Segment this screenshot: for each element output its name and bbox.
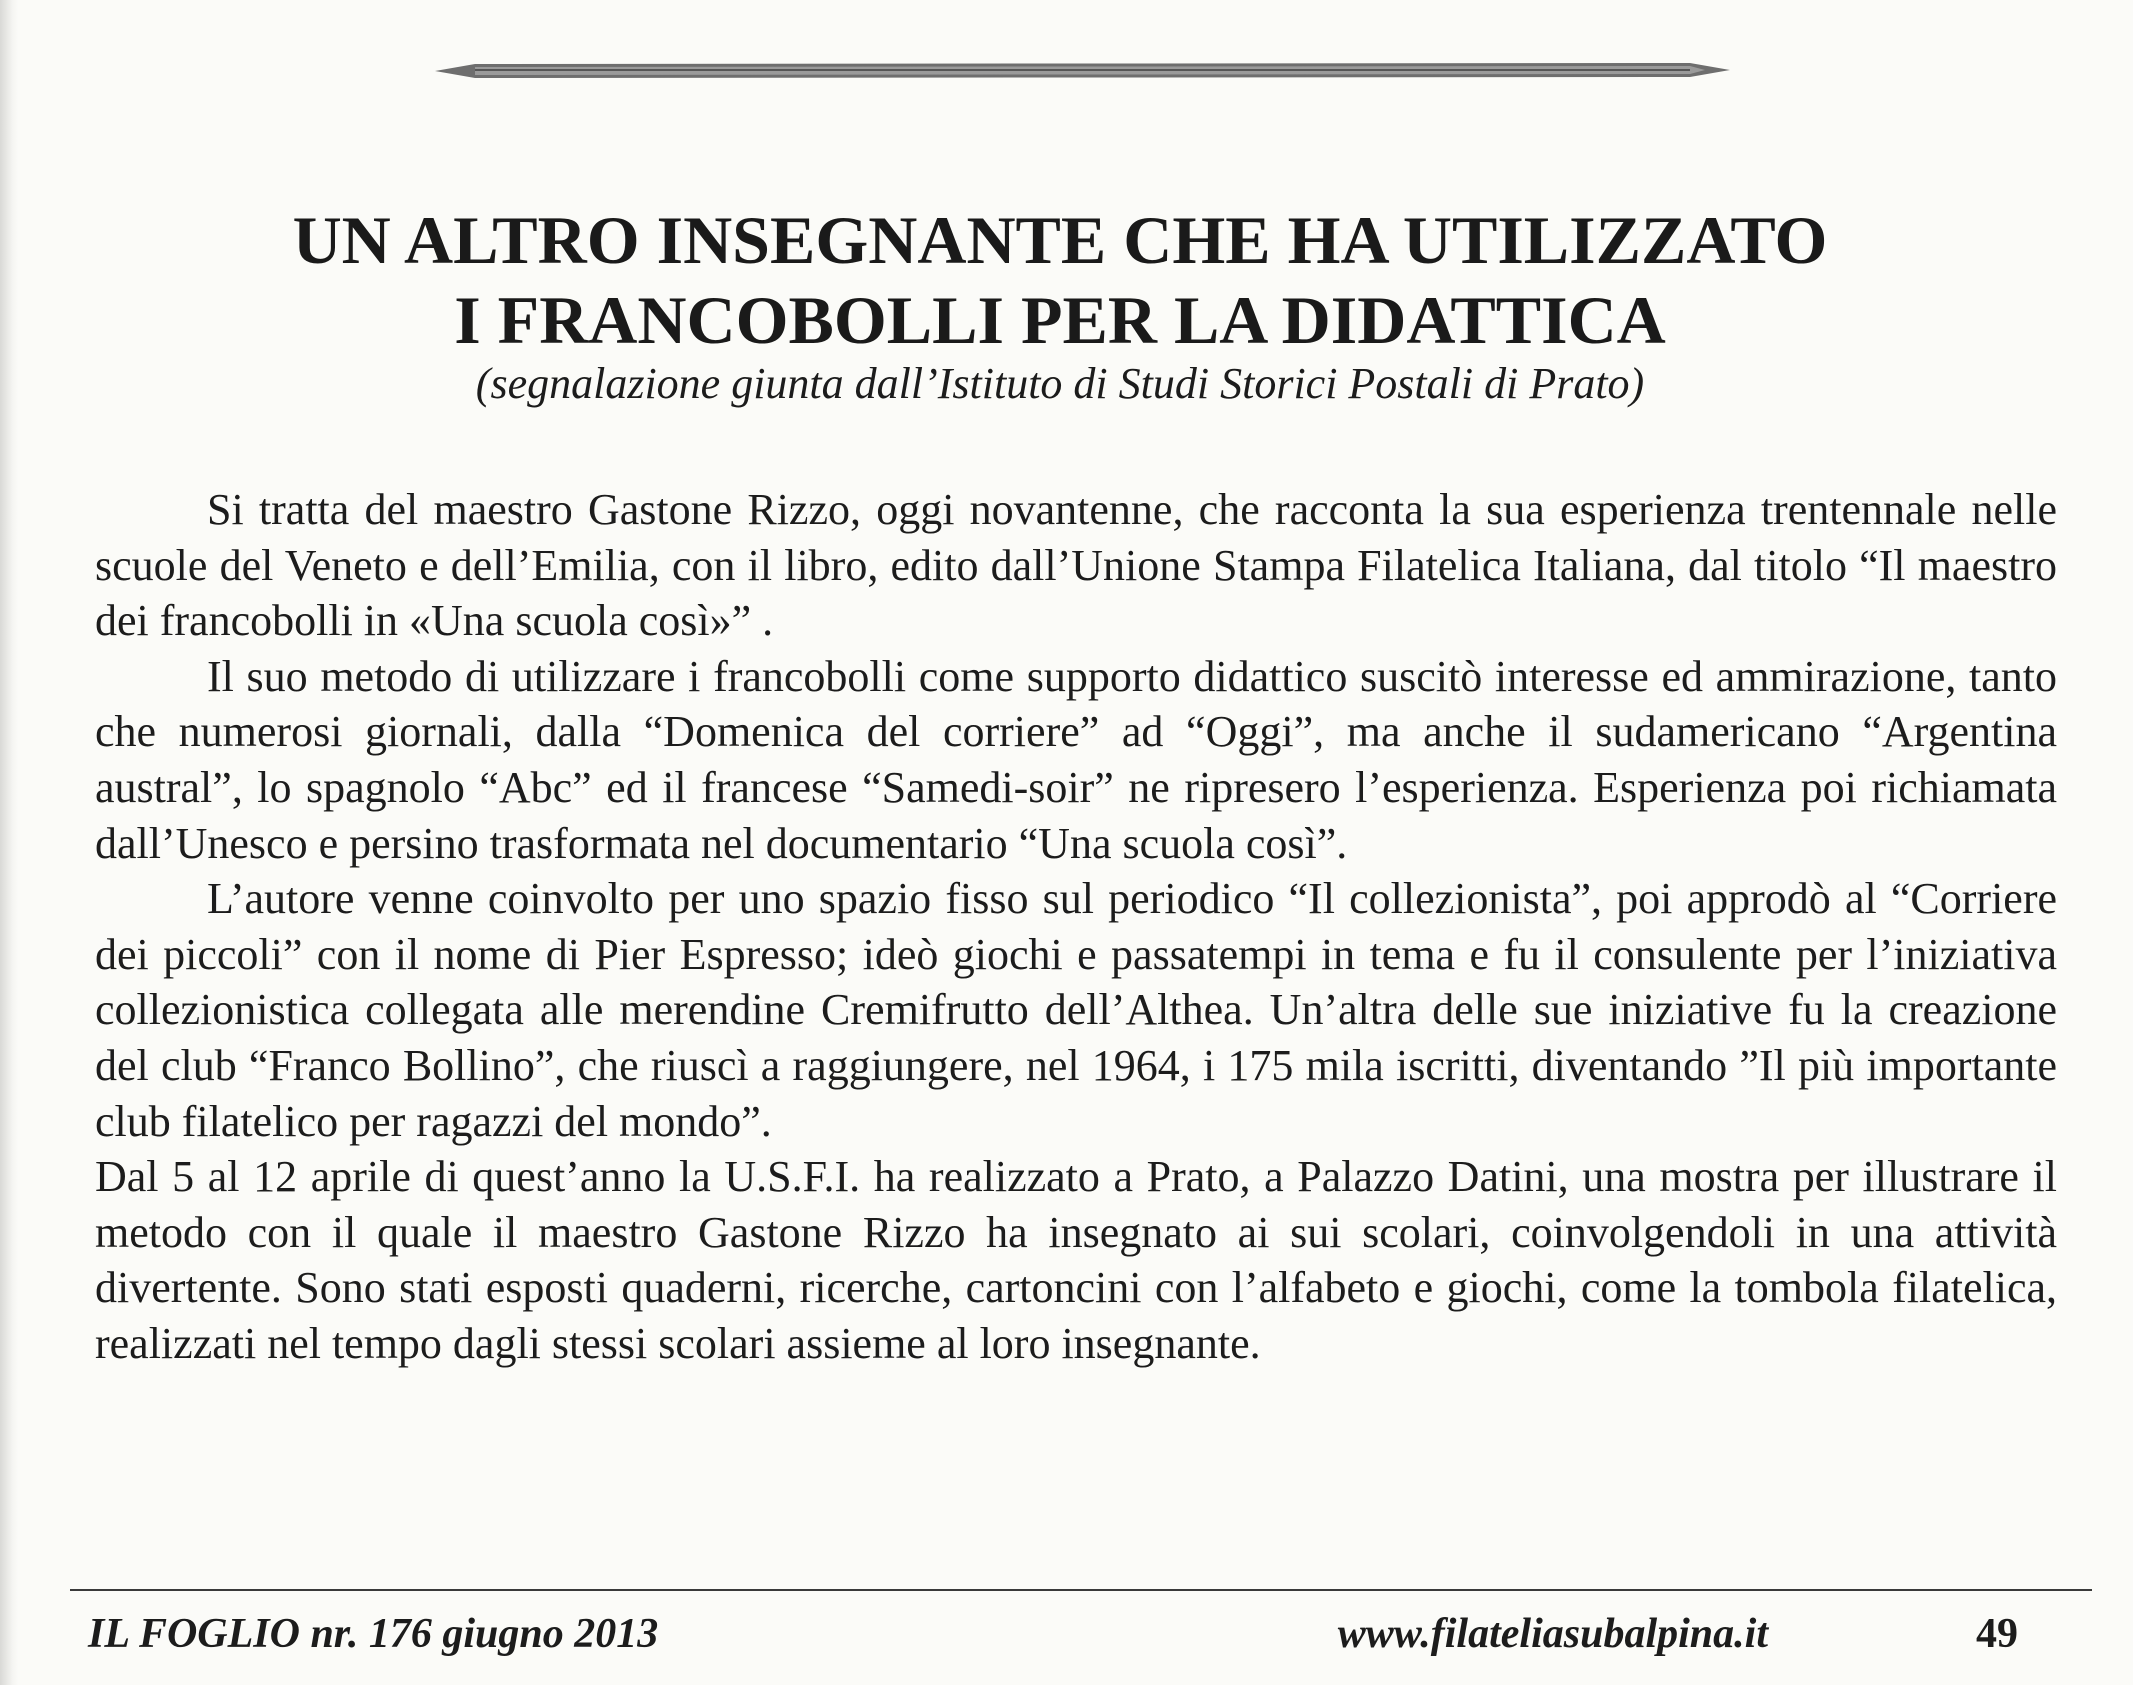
footer-rule [70,1589,2092,1591]
page-edge-shadow [0,0,18,1685]
article-title [140,200,1980,360]
page-footer [88,1604,2018,1664]
title-line-1: UN ALTRO INSEGNANTE CHE HA UTILIZZATO [292,202,1828,278]
paragraph-1: Si tratta del maestro Gastone Rizzo, oggi novantenne, che racconta la sua esperienza trentennale nelle scuole del Veneto e dell’Emilia, con il libro, edito dall’Unione Stampa Filatelica Italiana, dal titolo “Il maestro dei francobolli in «Una scuola così»” . [95,485,2057,646]
title-line-2: I FRANCOBOLLI PER LA DIDATTICA [454,282,1666,358]
paragraph-4: Dal 5 al 12 aprile di quest’anno la U.S.F.I. ha realizzato a Prato, a Palazzo Datini, una mostra per illustrare il metodo con il quale il maestro Gastone Rizzo ha insegnato ai sui scolari, coinvolgendoli in una attività divertente. Sono stati esposti quaderni, ricerche, cartoncini con l’alfabeto e giochi, come la tombola filatelica, realizzati nel tempo dagli stessi scolari assieme al loro insegnante. [95,1152,2057,1368]
decorative-top-rule [435,58,1730,82]
publication-info: IL FOGLIO nr. 176 giugno 2013 [88,1611,659,1657]
website-link[interactable]: www.filateliasubalpina.it [1337,1611,1768,1657]
page-number: 49 [1976,1611,2018,1657]
article-subtitle: (segnalazione giunta dall’Istituto di Studi Storici Postali di Prato) [475,359,1645,408]
article-body [95,482,2057,1372]
paragraph-2: Il suo metodo di utilizzare i francobolli come supporto didattico suscitò interesse ed ammirazione, tanto che numerosi giornali, dalla “Domenica del corriere” ad “Oggi”, ma anche il sudamericano “Argentina austral”, lo spagnolo “Abc” ed il francese “Samedi-soir” ne ripresero l’esperienza. Esperienza poi richiamata dall’Unesco e persino trasformata nel documentario “Una scuola così”. [95,651,2057,868]
paragraph-3: L’autore venne coinvolto per uno spazio fisso sul periodico “Il collezionista”, poi approdò al “Corriere dei piccoli” con il nome di Pier Espresso; ideò giochi e passatempi in tema e fu il consulente per l’iniziativa collezionistica collegata alle merendine Cremifrutto dell’Althea. Un’altra delle sue iniziative fu la creazione del club “Franco Bollino”, che riuscì a raggiungere, nel 1964, i 175 mila iscritti, diventando ”Il più importante club filatelico per ragazzi del mondo”. [95,874,2057,1146]
